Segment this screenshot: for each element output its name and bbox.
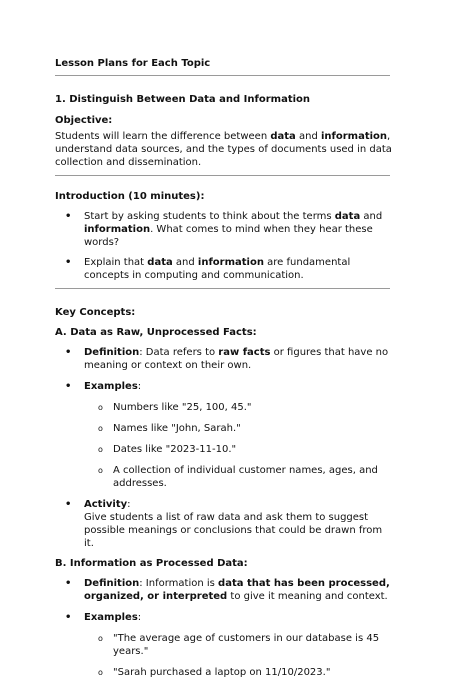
sub-list-item: o "Sarah purchased a laptop on 11/10/2023." xyxy=(55,666,390,679)
intro-heading: Introduction (10 minutes): xyxy=(55,191,205,202)
bold-term: raw facts xyxy=(218,347,271,358)
text-run: are fundamental concepts in computing and communication. xyxy=(84,257,351,281)
key-concepts-heading: Key Concepts: xyxy=(55,307,136,318)
sub-list-item: o A collection of individual customer names, ages, and addresses. xyxy=(55,464,390,490)
list-item xyxy=(55,256,390,282)
list-item-examples xyxy=(55,380,390,393)
text-run: Students will learn the difference between xyxy=(55,131,271,142)
divider xyxy=(55,288,390,289)
concept-b-list xyxy=(55,577,390,679)
bold-term: Examples xyxy=(84,381,138,392)
bold-term: data that has been processed, organized, or interpreted xyxy=(84,578,390,602)
divider xyxy=(55,75,390,76)
concept-a-list xyxy=(55,346,390,550)
section-heading: 1. Distinguish Between Data and Information xyxy=(55,94,311,105)
text-run: : xyxy=(137,381,142,392)
sub-list-item: o "The average age of customers in our database is 45 years." xyxy=(55,632,390,658)
bold-term: data xyxy=(147,257,173,268)
list-item-definition xyxy=(55,346,390,372)
bold-term: Activity xyxy=(84,499,128,510)
text-run: , understand data sources, and the types of documents used in data collection and dissemination. xyxy=(55,131,392,168)
text-run: : xyxy=(127,499,131,510)
text-run: and xyxy=(295,131,321,142)
text-run: : Data refers to xyxy=(139,347,219,358)
document-title: Lesson Plans for Each Topic xyxy=(55,58,211,69)
text-run: Start by asking students to think about the terms xyxy=(84,211,335,222)
bold-term: Definition xyxy=(84,578,140,589)
bold-term: information xyxy=(84,224,151,235)
list-item-examples xyxy=(55,611,390,624)
bold-term: information xyxy=(197,257,264,268)
text-run: to give it meaning and context. xyxy=(227,591,388,602)
bold-term: Examples xyxy=(84,612,138,623)
sub-list-item: o Dates like "2023-11-10." xyxy=(55,443,390,456)
objective-text xyxy=(55,130,395,169)
bold-term: Definition xyxy=(84,347,140,358)
list-item-activity xyxy=(55,498,390,550)
objective-label: Objective: xyxy=(55,115,113,126)
text-run: Explain that xyxy=(84,257,148,268)
text-run: and xyxy=(360,211,383,222)
text-run: . What comes to mind when they hear these words? xyxy=(84,224,373,248)
text-run: : xyxy=(137,612,142,623)
document-body xyxy=(55,57,390,679)
bold-term: data xyxy=(270,131,296,142)
bold-term: information xyxy=(320,131,388,142)
bold-term: data xyxy=(334,211,361,222)
subsection-heading-b: B. Information as Processed Data: xyxy=(55,558,248,569)
list-item xyxy=(55,210,390,249)
text-run: Give students a list of raw data and ask them to suggest possible meanings or conclusions that could be drawn from it. xyxy=(84,512,383,549)
divider xyxy=(55,175,390,176)
sub-list-item: o Names like "John, Sarah." xyxy=(55,422,390,435)
subsection-heading-a: A. Data as Raw, Unprocessed Facts: xyxy=(55,327,257,338)
text-run: : Information is xyxy=(139,578,219,589)
sub-list-item: o Numbers like "25, 100, 45." xyxy=(55,401,390,414)
text-run: and xyxy=(172,257,198,268)
intro-list xyxy=(55,210,390,282)
list-item-definition xyxy=(55,577,390,603)
text-run: or figures that have no meaning or context on their own. xyxy=(84,347,389,371)
